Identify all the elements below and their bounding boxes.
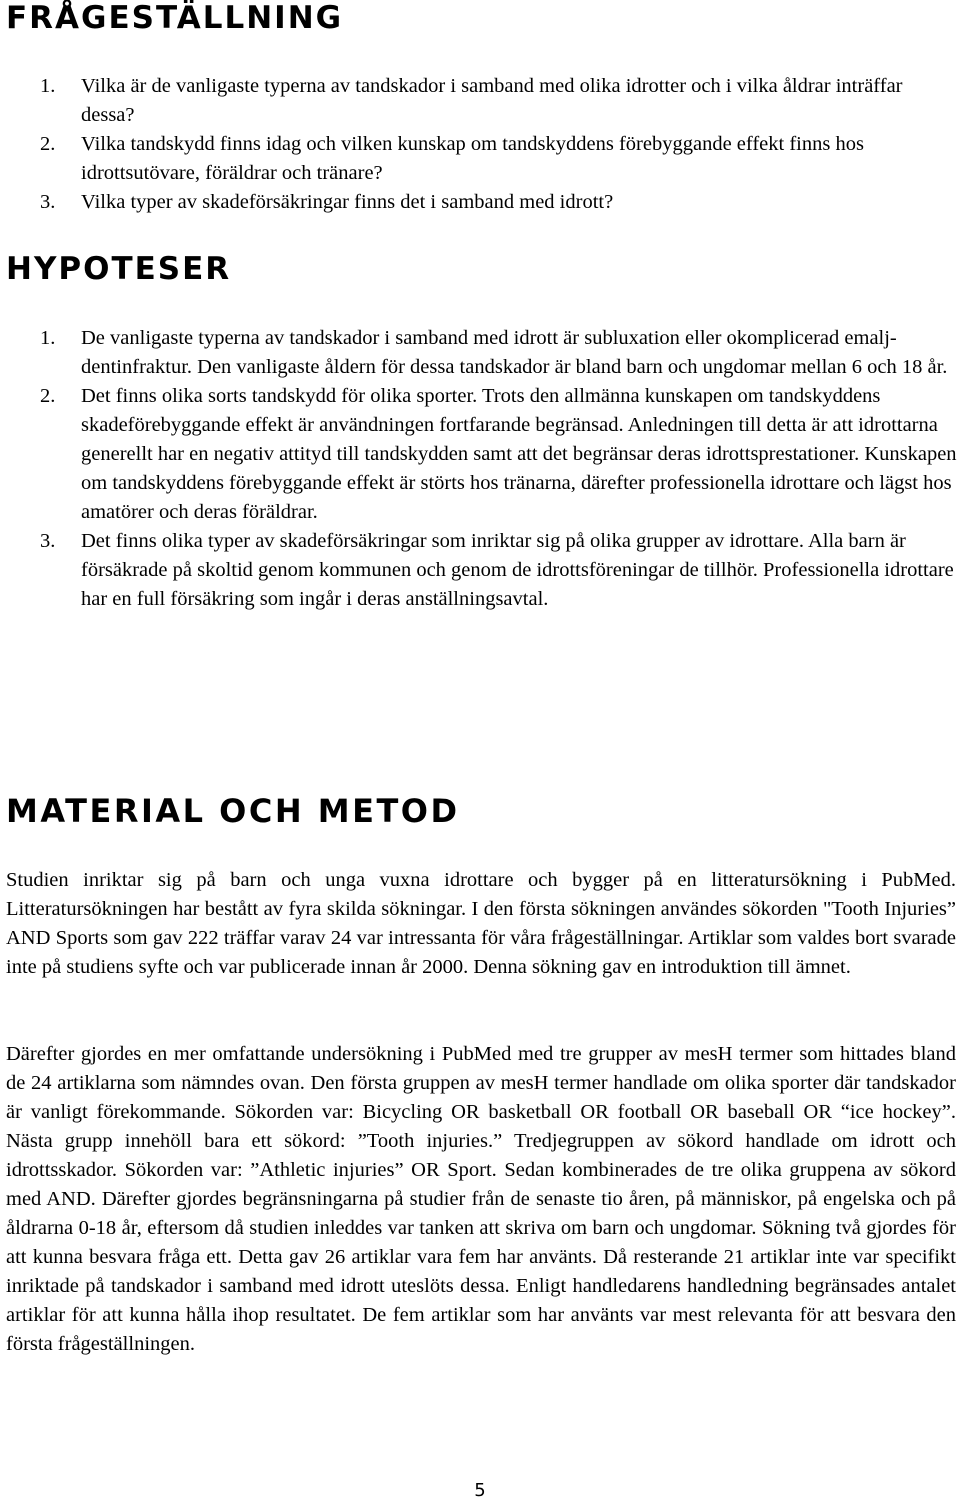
list-number: 3.: [40, 530, 56, 552]
heading-hypoteser: HYPOTESER: [6, 251, 232, 287]
list-number: 3.: [40, 191, 56, 213]
hypothesis-list: [40, 324, 960, 614]
list-number: 1.: [40, 327, 56, 349]
list-item: [40, 188, 960, 217]
list-item: [40, 130, 960, 188]
list-item-text: De vanligaste typerna av tandskador i samband med idrott är subluxation eller okomplicerad emalj-dentinfraktur. Den vanligaste åldern för dessa tandskador är bland barn och ungdomar mellan 6 och 18 år.: [81, 327, 948, 378]
heading-material-och-metod: MATERIAL OCH METOD: [6, 792, 460, 830]
list-number: 2.: [40, 133, 56, 155]
page-number: 5: [474, 1480, 486, 1501]
question-list: [40, 72, 960, 217]
list-item-text: Det finns olika sorts tandskydd för olika sporter. Trots den allmänna kunskapen om tandskyddens skadeförebyggande effekt är användningen fortfarande begränsad. Anledningen till detta är att idrottarna generellt har en negativ attityd till tandskydden samt att det begränsar deras idrottsprestationer. Kunskapen om tandskyddens förebyggande effekt är störts hos tränarna, därefter professionella idrottare och lägst hos amatörer och deras föräldrar.: [81, 385, 957, 523]
list-item: [40, 382, 960, 527]
heading-fragestallning: FRÅGESTÄLLNING: [6, 0, 344, 36]
list-number: 1.: [40, 75, 56, 97]
list-item-text: Vilka är de vanligaste typerna av tandskador i samband med olika idrotter och i vilka åldrar inträffar dessa?: [81, 75, 903, 126]
paragraph: Därefter gjordes en mer omfattande undersökning i PubMed med tre grupper av mesH termer som hittades bland de 24 artiklarna som nämndes ovan. Den första gruppen av mesH termer handlade om olika sporter där tandskador är vanligt förekommande. Sökorden var: Bicycling OR basketball OR football OR baseball OR “ice hockey”. Nästa grupp innehöll bara ett sökord: ”Tooth injuries.” Tredjegruppen av sökord handlade om idrott och idrottsskador. Sökorden var: ”Athletic injuries” OR Sport. Sedan kombinerades de tre olika gruppena av sökord med AND. Därefter gjordes begränsningarna på studier från de senaste tio åren, på människor, på engelska och på åldrarna 0-18 år, eftersom då studien inleddes var tanken att skriva om barn och ungdomar. Sökning två gjordes för att kunna besvara fråga ett. Detta gav 26 artiklar vara fem har använts. Då resterande 21 artiklar inte var specifikt inriktade på tandskador i samband med idrott uteslöts dessa. Enligt handledarens handledning begränsades antalet artiklar för att kunna hålla ihop resultatet. De fem artiklar som har använts var mest relevanta för att besvara den första frågeställningen.: [6, 1043, 956, 1355]
list-item: [40, 72, 960, 130]
list-item: [40, 527, 960, 614]
list-item-text: Vilka typer av skadeförsäkringar finns det i samband med idrott?: [81, 191, 614, 213]
list-item-text: Det finns olika typer av skadeförsäkringar som inriktar sig på olika grupper av idrottare. Alla barn är försäkrade på skoltid genom kommunen och genom de idrottsföreningar de tillhör. Professionella idrottare har en full försäkring som ingår i deras anställningsavtal.: [81, 530, 954, 610]
list-item-text: Vilka tandskydd finns idag och vilken kunskap om tandskyddens förebyggande effekt finns hos idrottsutövare, föräldrar och tränare?: [81, 133, 864, 184]
list-number: 2.: [40, 385, 56, 407]
paragraph: Studien inriktar sig på barn och unga vuxna idrottare och bygger på en litteratursökning i PubMed. Litteratursökningen har bestått av fyra skilda sökningar. I den första sökningen användes sökorden "Tooth Injuries” AND Sports som gav 222 träffar varav 24 var intressanta för våra frågeställningar. Artiklar som valdes bort svarade inte på studiens syfte och var publicerade innan år 2000. Denna sökning gav en introduktion till ämnet.: [6, 869, 956, 978]
list-item: [40, 324, 960, 382]
